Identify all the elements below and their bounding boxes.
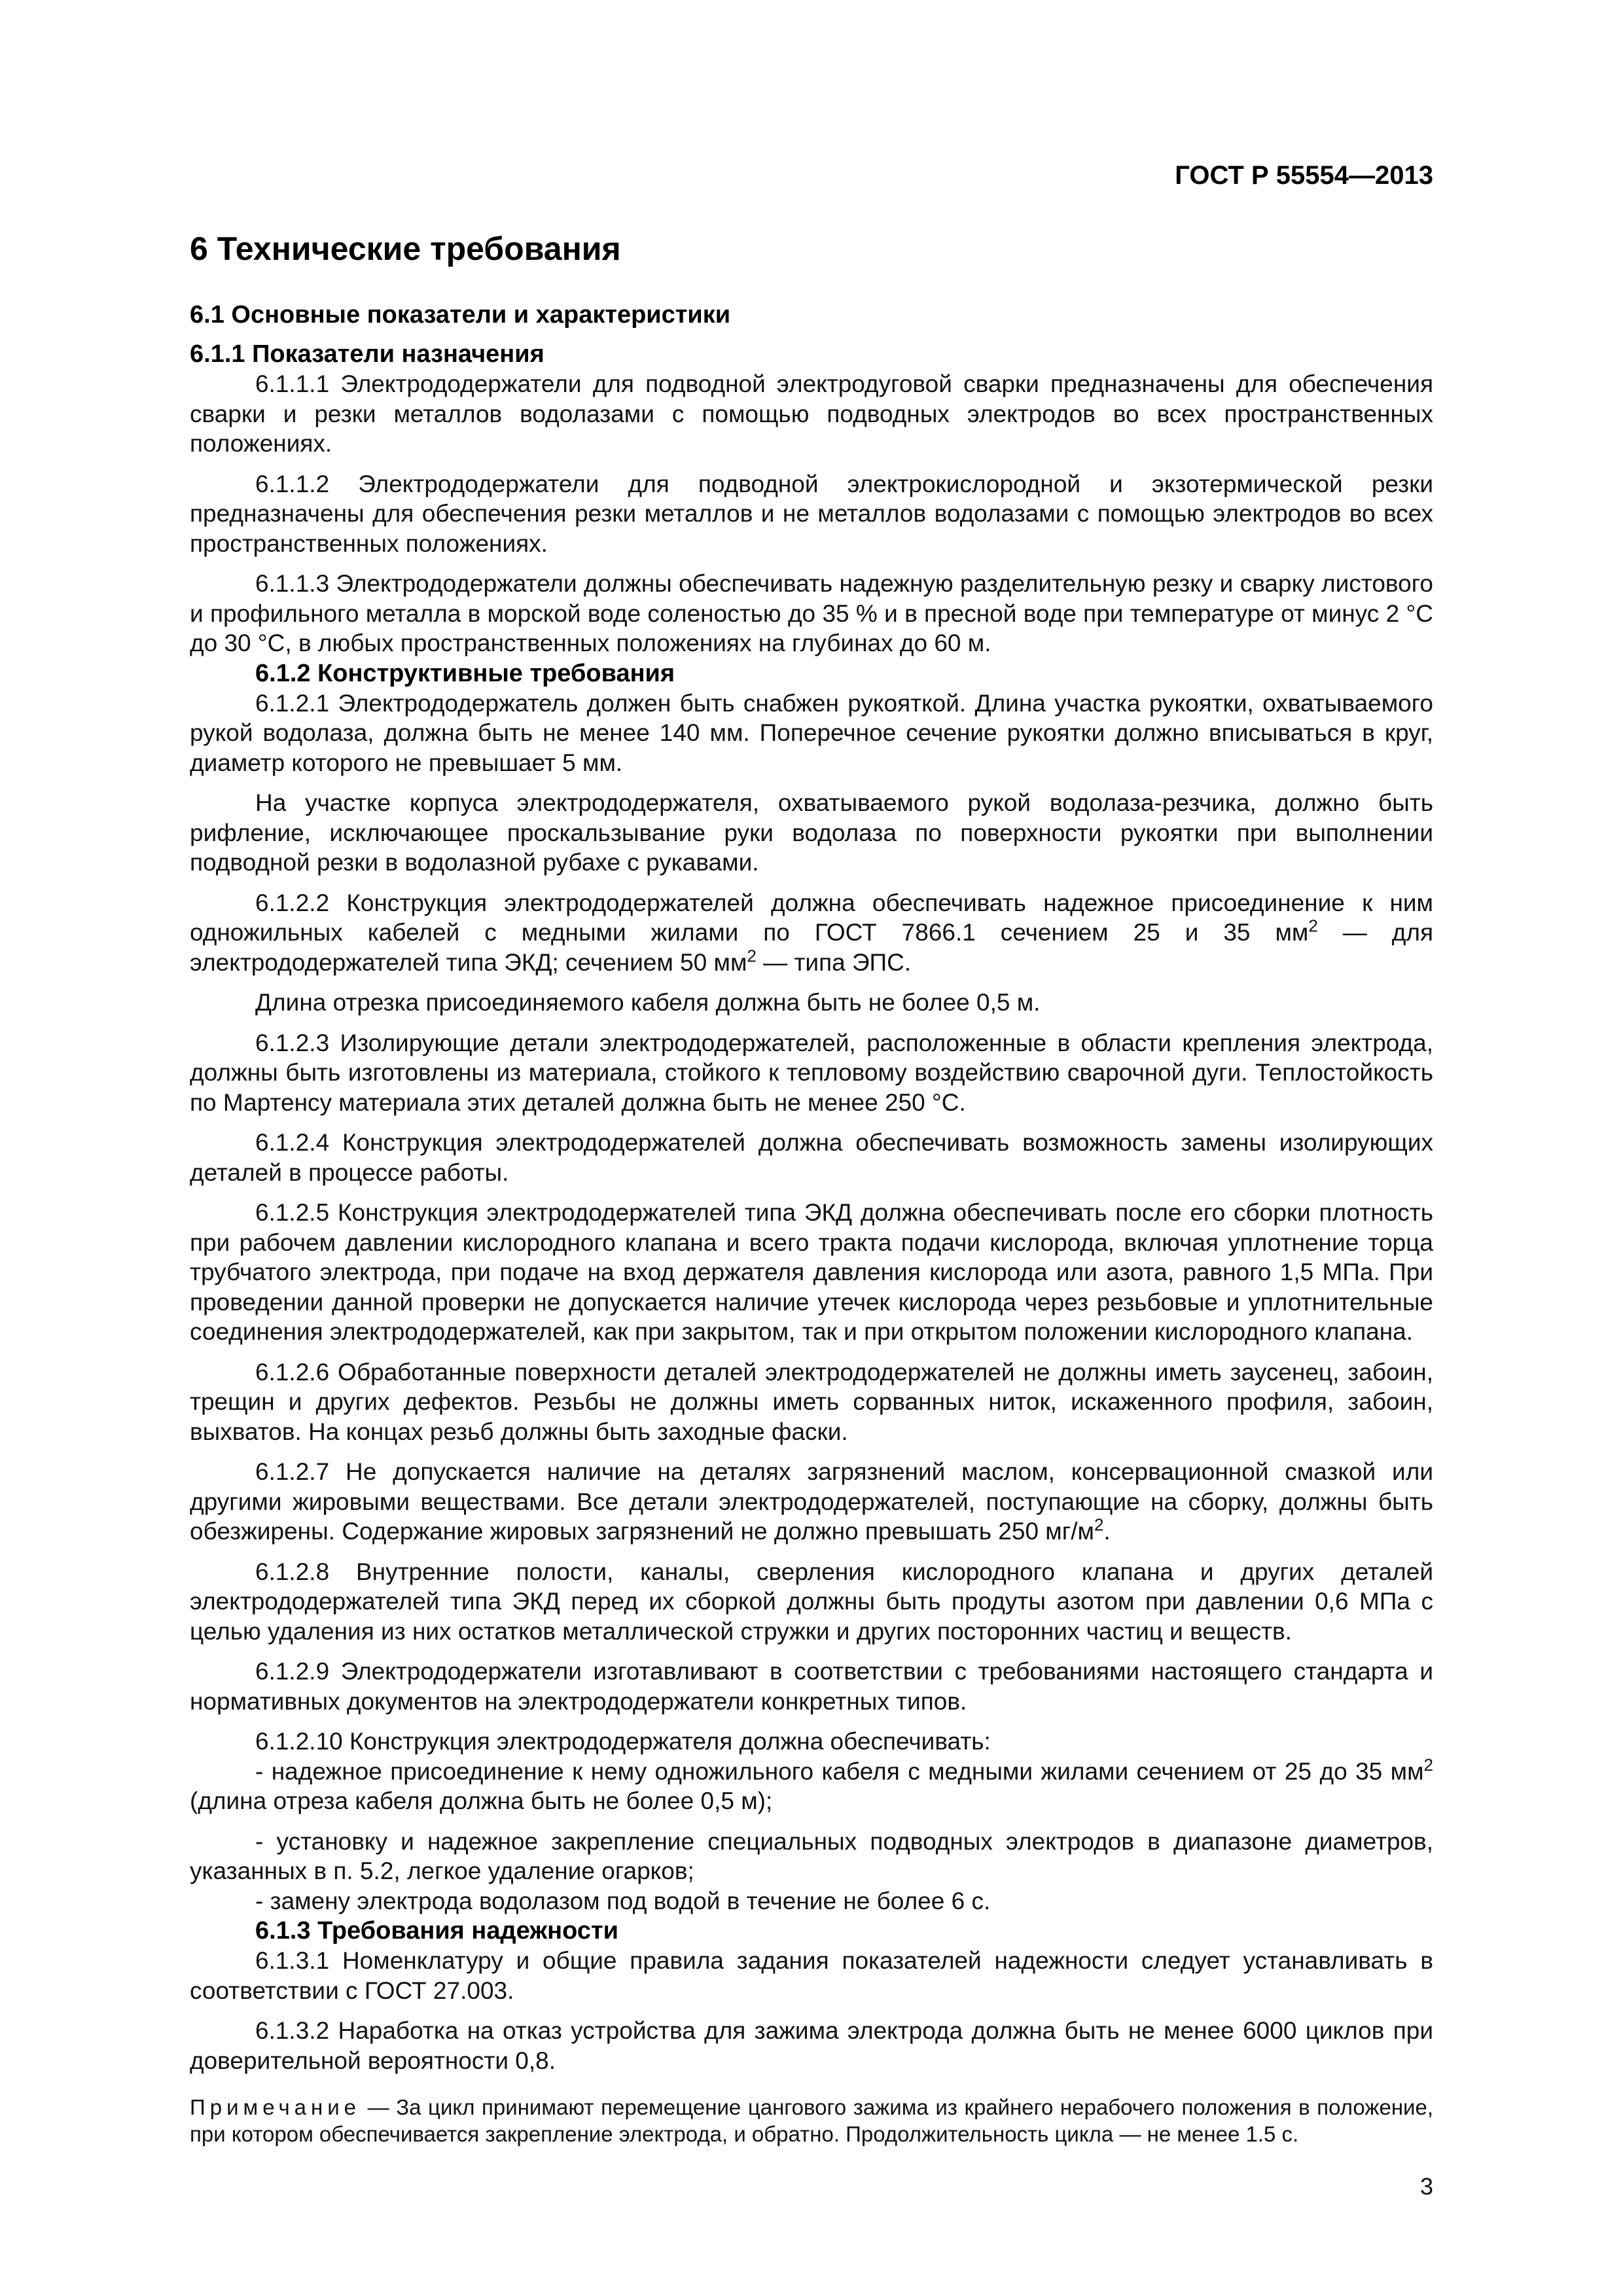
- list-item: [190, 1757, 1433, 1816]
- superscript-2: 2: [747, 946, 757, 966]
- paragraph-6-1-1-1: 6.1.1.1 Электрододержатели для подводной электродуговой сварки предназначены для обеспечения сварки и резки металлов водолазами с помощью подводных электродов во всех пространственных положениях.: [190, 370, 1433, 457]
- list-item-part-a: - надежное присоединение к нему одножильного кабеля с медными жилами сечением от 25 до 35 мм: [255, 1757, 1424, 1785]
- paragraph-6-1-2-2-part-b: — для электрододержателей типа ЭКД; сечением 50 мм: [190, 919, 1434, 976]
- note: [190, 2094, 1433, 2147]
- paragraph-6-1-2-1-b: На участке корпуса электрододержателя, охватываемого рукой водолаза-резчика, должно быть рифление, исключающее проскальзывание руки водолаза по поверхности рукоятки при выполнении подводной резки в водолазной рубахе с рукавами.: [190, 789, 1433, 876]
- paragraph-6-1-2-6: 6.1.2.6 Обработанные поверхности деталей электрододержателей не должны иметь заусенец, забоин, трещин и других дефектов. Резьбы не должны иметь сорванных ниток, искаженного профиля, забоин, выхватов. На концах резьб должны быть заходные фаски.: [190, 1358, 1433, 1445]
- paragraph-6-1-2-8: 6.1.2.8 Внутренние полости, каналы, сверления кислородного клапана и других деталей электрододержателей типа ЭКД перед их сборкой должны быть продуты азотом при давлении 0,6 МПа с целью удаления из них остатков металлической стружки и других посторонних частиц и веществ.: [190, 1558, 1433, 1645]
- paragraph-6-1-2-2: [190, 888, 1433, 978]
- paragraph-6-1-2-2-part-c: — типа ЭПС.: [756, 948, 912, 976]
- paragraph-6-1-2-2-b: Длина отрезка присоединяемого кабеля должна быть не более 0,5 м.: [255, 989, 1041, 1016]
- list-item-part-b: (длина отреза кабеля должна быть не более 0,5 м);: [190, 1787, 773, 1814]
- list-item: - замену электрода водолазом под водой в течение не более 6 с.: [255, 1887, 991, 1914]
- paragraph-6-1-2-7-part-b: .: [1103, 1518, 1111, 1545]
- clause-title-6-1-3: 6.1.3 Требования надежности: [255, 1917, 618, 1945]
- clause-title-6-1-2: 6.1.2 Конструктивные требования: [255, 659, 675, 687]
- document-code: ГОСТ Р 55554—2013: [1175, 161, 1433, 190]
- note-label: Примечание: [190, 2095, 361, 2119]
- paragraph-6-1-2-7: [190, 1457, 1433, 1547]
- list-item: - установку и надежное закрепление специальных подводных электродов в диапазоне диаметров, указанных в п. 5.2, легкое удаление огарков;: [190, 1827, 1433, 1884]
- paragraph-6-1-2-10: 6.1.2.10 Конструкция электрододержателя должна обеспечивать:: [255, 1728, 991, 1755]
- paragraph-6-1-3-2: 6.1.3.2 Наработка на отказ устройства для зажима электрода должна быть не менее 6000 циклов при доверительной вероятности 0,8.: [190, 2017, 1433, 2074]
- note-text: — За цикл принимают перемещение цангового зажима из крайнего нерабочего положения в положение, при котором обеспечивается закрепление электрода, и обратно. Продолжительность цикла — не менее 1.5 с.: [190, 2095, 1433, 2146]
- page-content: [190, 229, 1433, 2169]
- superscript-2: 2: [1094, 1515, 1104, 1535]
- clause-title-6-1-1: 6.1.1 Показатели назначения: [190, 340, 544, 368]
- superscript-2: 2: [1308, 916, 1318, 936]
- superscript-2: 2: [1423, 1755, 1433, 1775]
- paragraph-6-1-1-3: 6.1.1.3 Электрододержатели должны обеспечивать надежную разделительную резку и сварку листового и профильного металла в морской воде соленостью до 35 % и в пресной воде при температуре от минус 2 °С до 30 °С, в любых пространственных положениях на глубинах до 60 м.: [190, 570, 1433, 656]
- paragraph-6-1-2-9: 6.1.2.9 Электрододержатели изготавливают в соответствии с требованиями настоящего стандарта и нормативных документов на электрододержатели конкретных типов.: [190, 1658, 1433, 1715]
- paragraph-6-1-2-2-part-a: 6.1.2.2 Конструкция электрододержателей должна обеспечивать надежное присоединение к ним одножильных кабелей с медными жилами по ГОСТ 7866.1 сечением 25 и 35 мм: [190, 889, 1433, 946]
- paragraph-6-1-2-5: 6.1.2.5 Конструкция электрододержателей типа ЭКД должна обеспечивать после его сборки плотность при рабочем давлении кислородного клапана и всего тракта подачи кислорода, включая уплотнение торца трубчатого электрода, при подаче на вход держателя давления кислорода или азота, равного 1,5 МПа. При проведении данной проверки не допускается наличие утечек кислорода через резьбовые и уплотнительные соединения электрододержателей, как при закрытом, так и при открытом положении кислородного клапана.: [190, 1199, 1433, 1345]
- paragraph-6-1-2-3: 6.1.2.3 Изолирующие детали электрододержателей, расположенные в области крепления электрода, должны быть изготовлены из материала, стойкого к тепловому воздействию сварочной дуги. Теплостойкость по Мартенсу материала этих деталей должна быть не менее 250 °С.: [190, 1029, 1433, 1116]
- paragraph-6-1-2-7-part-a: 6.1.2.7 Не допускается наличие на деталях загрязнений маслом, консервационной смазкой или другими жировыми веществами. Все детали электрододержателей, поступающие на сборку, должны быть обезжирены. Содержание жировых загрязнений не должно превышать 250 мг/м: [190, 1458, 1433, 1545]
- paragraph-6-1-1-2: 6.1.1.2 Электрододержатели для подводной электрокислородной и экзотермической резки предназначены для обеспечения резки металлов и не металлов водолазами с помощью электродов во всех пространственных положениях.: [190, 470, 1433, 557]
- paragraph-6-1-2-1: 6.1.2.1 Электрододержатель должен быть снабжен рукояткой. Длина участка рукоятки, охватываемого рукой водолаза, должна быть не менее 140 мм. Поперечное сечение рукоятки должно вписываться в круг, диаметр которого не превышает 5 мм.: [190, 689, 1433, 776]
- subsection-title: 6.1 Основные показатели и характеристики: [190, 301, 731, 329]
- paragraph-6-1-3-1: 6.1.3.1 Номенклатуру и общие правила задания показателей надежности следует устанавливать в соответствии с ГОСТ 27.003.: [190, 1947, 1433, 2004]
- paragraph-6-1-2-4: 6.1.2.4 Конструкция электрододержателей должна обеспечивать возможность замены изолирующих деталей в процессе работы.: [190, 1129, 1433, 1186]
- page-number: 3: [1419, 2173, 1433, 2200]
- section-title: 6 Технические требования: [190, 230, 621, 267]
